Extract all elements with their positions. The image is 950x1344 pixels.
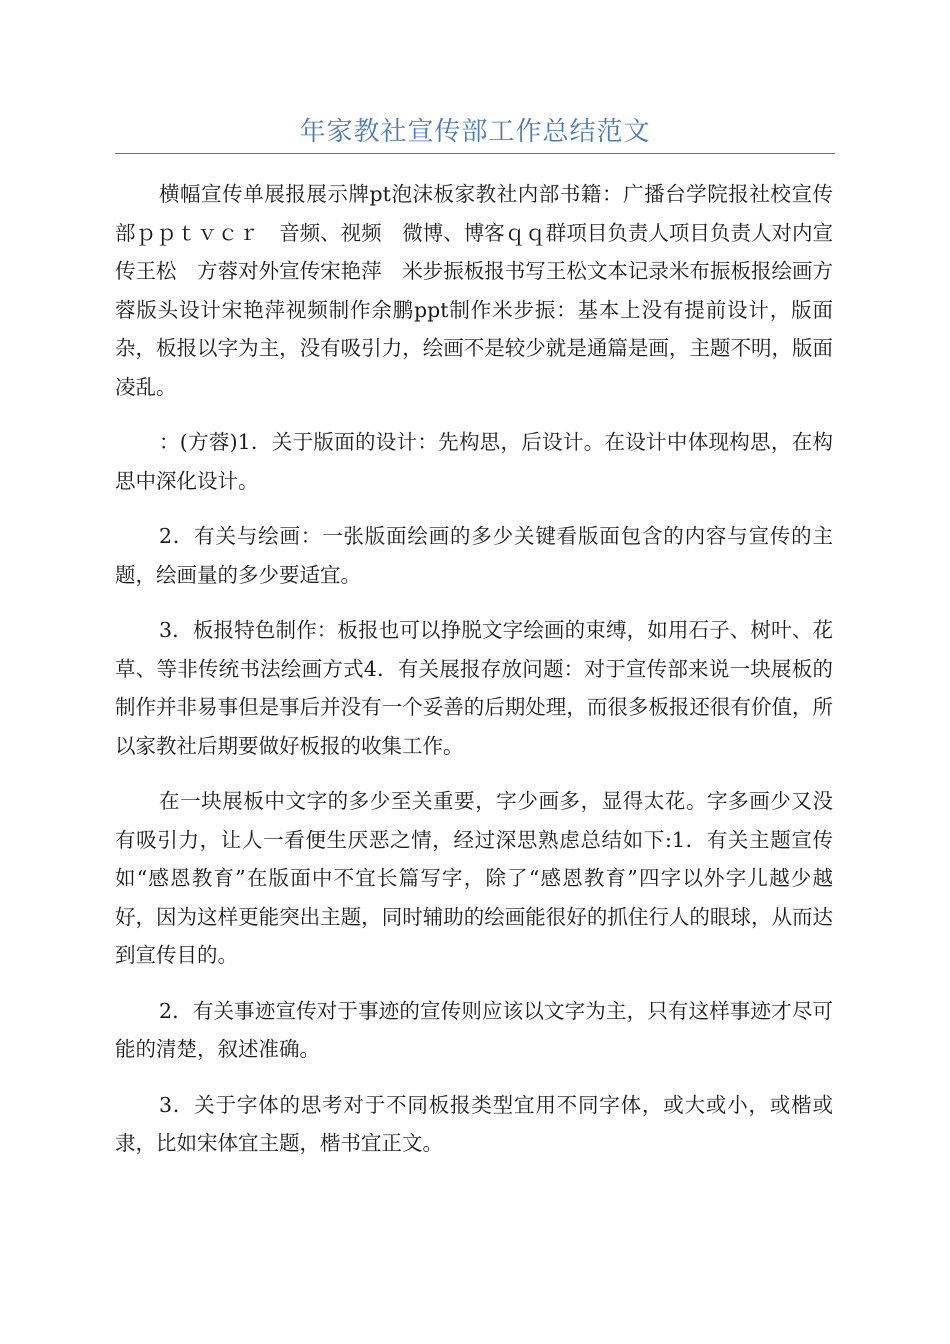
paragraph-7: 3．关于字体的思考对于不同板报类型宜用不同字体，或大或小，或楷或隶，比如宋体宜主题，楷书宜正文。 xyxy=(115,1092,833,1155)
paragraph-5: 在一块展板中文字的多少至关重要，字少画多，显得太花。字多画少又没有吸引力，让人一看便生厌恶之情，经过深思熟虑总结如下:1．有关主题宣传如“感恩教育”在版面中不宜长篇写字，除了“感恩教育”四字以外字儿越少越好，因为这样更能突出主题，同时辅助的绘画能很好的抓住行人的眼球，从而达到宣传目的。 xyxy=(115,789,833,967)
document-body xyxy=(115,175,833,1180)
title-underline xyxy=(115,153,835,154)
document-title: 年家教社宣传部工作总结范文 xyxy=(299,117,651,147)
paragraph-1: 横幅宣传单展报展示牌pt泡沫板家教社内部书籍：广播台学院报社校宣传部ｐｐｔｖｃｒ 音频、视频 微博、博客ｑｑ群项目负责人项目负责人对内宣传王松 方蓉对外宣传宋艳萍 米步振板报书写王松文本记录米布振板报绘画方蓉版头设计宋艳萍视频制作余鹏ppt制作米步振：基本上没有提前设计，版面杂，板报以字为主，没有吸引力，绘画不是较少就是通篇是画，主题不明，版面凌乱。 xyxy=(115,182,833,399)
paragraph-4: 3．板报特色制作：板报也可以挣脱文字绘画的束缚，如用石子、树叶、花草、等非传统书法绘画方式4．有关展报存放问题：对于宣传部来说一块展板的制作并非易事但是事后并没有一个妥善的后期处理，而很多板报还很有价值，所以家教社后期要做好板报的收集工作。 xyxy=(115,618,833,758)
paragraph-2: ：(方蓉)1．关于版面的设计：先构思，后设计。在设计中体现构思，在构思中深化设计。 xyxy=(115,430,833,493)
paragraph-6: 2．有关事迹宣传对于事迹的宣传则应该以文字为主，只有这样事迹才尽可能的清楚，叙述准确。 xyxy=(115,998,833,1061)
paragraph-3: 2．有关与绘画：一张版面绘画的多少关键看版面包含的内容与宣传的主题，绘画量的多少要适宜。 xyxy=(115,524,833,587)
